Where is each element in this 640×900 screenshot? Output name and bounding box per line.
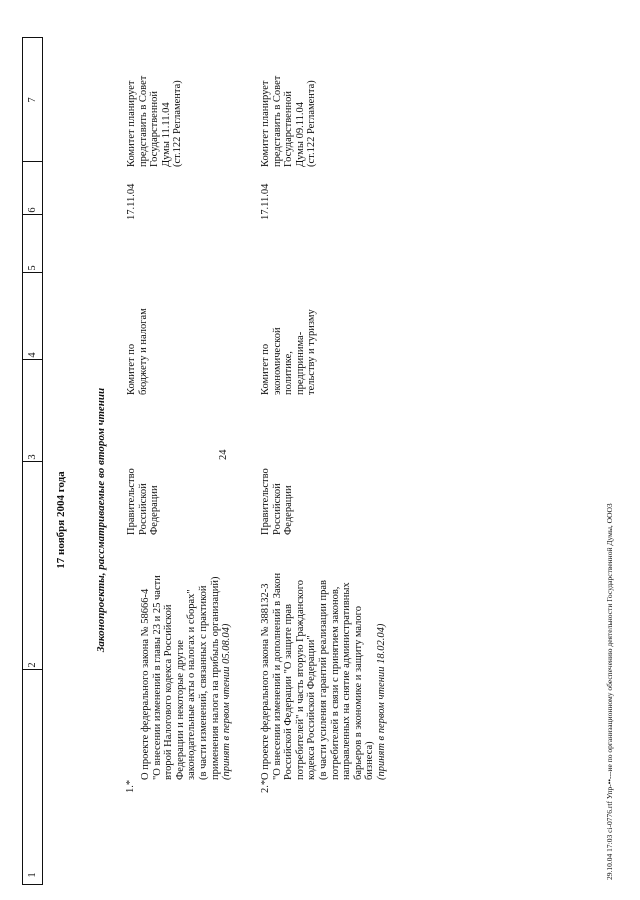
row-number: 1.* (125, 779, 136, 793)
column-number-1: 1 (27, 872, 38, 878)
bill-note: (принят в первом чтении 05.08.04) (221, 623, 232, 780)
responsible-committee: Комитет по бюджету и налогам (126, 308, 149, 395)
date-heading: 17 ноября 2004 года (55, 471, 67, 569)
page-number: 24 (218, 449, 229, 460)
consideration-date: 17.11.04 (126, 183, 137, 220)
bill-title: О проекте федерального закона № 388132-3 "О внесении изменений и дополнений в Закон Российской Федерации "О защите прав потребителей" и часть вторую Гражданского кодекса Российской Федерации" (в части усиления гарантий реализации прав потребителей в связи с принятием законов, направленных на снятие административных барьеров в экономике и защиту малого бизнеса) (260, 572, 376, 780)
column-number-7: 7 (27, 97, 38, 103)
section-heading: Законопроекты, рассматриваемые во втором чтении (95, 387, 107, 653)
column-number-3: 3 (27, 454, 38, 460)
page-footer: 29.10.04 17:03 ci-0776.rtf Упр-••-‑‑ие по организационному обеспечению деятельности Государственной Думы, ООО3 (605, 503, 614, 880)
remark: Комитет планирует представить в Совет Государственной Думы 09.11.04 (ст.122 Регламента) (260, 75, 318, 167)
responsible-committee: Комитет по экономической политике, предпринима- тельству и туризму (260, 309, 318, 395)
row-number: 2.* (260, 779, 271, 793)
column-number-4: 4 (27, 352, 38, 358)
bill-note: (принят в первом чтении 18.02.04) (376, 623, 387, 780)
column-number-6: 6 (27, 207, 38, 213)
initiator: Правительство Российской Федерации (126, 468, 161, 535)
consideration-date: 17.11.04 (260, 183, 271, 220)
bill-title: О проекте федерального закона № 58666-4 "О внесении изменений в главы 23 и 25 части второй Налогового кодекса Российской Федерации и некоторые другие законодательные акты о налогах и сборах" (в части изменений, связанных с практикой применения налога на прибыль организаций) (140, 575, 221, 780)
column-number-2: 2 (27, 662, 38, 668)
initiator: Правительство Российской Федерации (260, 468, 295, 535)
column-number-5: 5 (27, 265, 38, 271)
remark: Комитет планирует представить в Совет Государственной Думы 11.11.04 (ст.122 Регламента) (126, 75, 184, 167)
